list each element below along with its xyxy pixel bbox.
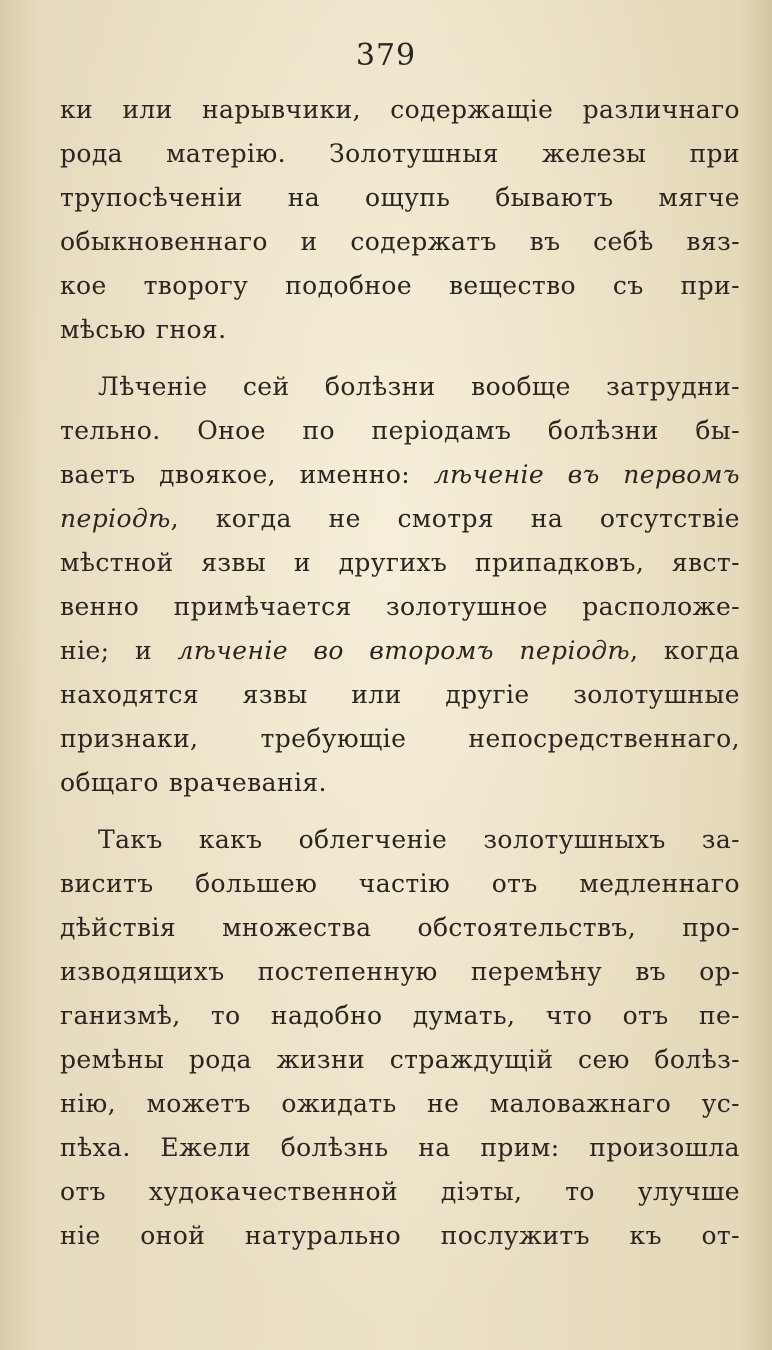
word: не: [328, 503, 361, 533]
word: второмъ: [369, 636, 494, 666]
word: худокачественной: [148, 1177, 399, 1207]
word: періодѣ,: [60, 503, 180, 533]
word: облегченіе: [298, 824, 448, 854]
text-line: [60, 957, 740, 1001]
word: мягче: [658, 183, 740, 213]
word: припадковъ,: [474, 547, 645, 577]
word: трупосѣченіи: [60, 183, 243, 213]
word: общаго: [60, 768, 159, 798]
word: и: [134, 636, 153, 666]
word: нію,: [60, 1089, 116, 1119]
word: перемѣну: [470, 956, 603, 986]
word: расположе-: [582, 592, 740, 622]
text-line: [60, 227, 740, 271]
text-line: [60, 315, 740, 359]
text-line: [60, 416, 740, 460]
word: виситъ: [60, 868, 154, 898]
word: себѣ: [593, 227, 654, 257]
word: затрудни-: [606, 371, 740, 401]
word: маловажнаго: [489, 1089, 672, 1119]
word: Такъ: [98, 824, 163, 854]
word: періодѣ,: [519, 636, 639, 666]
word: сей: [242, 371, 290, 401]
word: періодамъ: [371, 415, 512, 445]
word: тельно.: [60, 415, 161, 445]
word: къ: [629, 1221, 662, 1251]
word: въ: [567, 459, 600, 489]
text-line: [60, 183, 740, 227]
text-line: [60, 680, 740, 724]
word: то: [210, 1000, 241, 1030]
word: пѣха.: [60, 1133, 131, 1163]
word: думать,: [412, 1000, 516, 1030]
word: язвы: [242, 680, 308, 710]
text-line: [60, 1001, 740, 1045]
word: отъ: [60, 1177, 106, 1207]
word: улучше: [637, 1177, 740, 1207]
word: когда: [663, 636, 740, 666]
text-line: [60, 1045, 740, 1089]
word: венно: [60, 592, 140, 622]
word: явст-: [671, 547, 740, 577]
word: отъ: [491, 868, 538, 898]
word: требующіе: [260, 724, 407, 754]
word: Лѣченіе: [98, 371, 208, 401]
word: ніе: [60, 1221, 101, 1251]
word: сею: [578, 1044, 630, 1074]
text-line: [60, 913, 740, 957]
word: на: [418, 1133, 451, 1163]
word: вяз-: [686, 227, 740, 257]
word: при-: [680, 271, 740, 301]
word: вещество: [448, 271, 577, 301]
word: рода: [188, 1044, 252, 1074]
word: страждущій: [389, 1044, 554, 1074]
word: болѣзни: [547, 415, 659, 445]
word: ремѣны: [60, 1044, 165, 1074]
word: матерію.: [166, 139, 286, 169]
word: въ: [529, 227, 561, 257]
word: надобно: [270, 1000, 383, 1030]
text-line: [60, 139, 740, 183]
word: не: [427, 1089, 460, 1119]
word: ожидать: [281, 1089, 397, 1119]
word: и: [293, 547, 311, 577]
text-line: [60, 768, 740, 812]
word: двоякое,: [159, 459, 277, 489]
text-line: [60, 1133, 740, 1177]
word: содержащіе: [390, 95, 554, 124]
text-line: [60, 825, 740, 869]
word: другихъ: [338, 547, 448, 577]
word: медленнаго: [579, 868, 740, 898]
word: какъ: [198, 824, 263, 854]
word: обстоятельствъ,: [417, 912, 637, 942]
word: обыкновеннаго: [60, 227, 268, 257]
word: бываютъ: [495, 183, 614, 213]
word: діэты,: [440, 1177, 523, 1207]
word: золотушное: [385, 592, 548, 622]
word: отсутствіе: [599, 503, 740, 533]
word: лѣченіе: [177, 636, 288, 666]
word: большею: [195, 868, 318, 898]
word: и: [300, 227, 318, 257]
word: когда: [215, 503, 292, 533]
word: Ежели: [160, 1133, 252, 1163]
word: железы: [541, 139, 647, 169]
word: различнаго: [582, 95, 740, 124]
word: на: [530, 503, 564, 533]
text-body: [60, 95, 740, 1265]
word: съ: [612, 271, 644, 301]
text-line: [60, 460, 740, 504]
word: нарывчики,: [201, 95, 361, 124]
word: ваетъ: [60, 459, 136, 489]
word: жизни: [276, 1044, 366, 1074]
word: за-: [701, 824, 740, 854]
text-line: [60, 724, 740, 768]
word: находятся: [60, 680, 200, 710]
word: смотря: [397, 503, 495, 533]
word: во: [313, 636, 344, 666]
page-number: 379: [355, 38, 417, 73]
text-line: [60, 1177, 740, 1221]
word: или: [122, 95, 173, 124]
word: оной: [140, 1221, 206, 1251]
word: лѣченіе: [433, 459, 545, 489]
text-line: [60, 636, 740, 680]
text-line: [60, 592, 740, 636]
word: мѣсью: [60, 315, 146, 345]
text-line: [60, 95, 740, 139]
text-line: [60, 372, 740, 416]
word: творогу: [143, 271, 249, 301]
word: болѣзнь: [280, 1133, 389, 1163]
word: гноя.: [155, 315, 227, 345]
word: болѣзни: [324, 371, 436, 401]
word: послужитъ: [440, 1221, 590, 1251]
word: мѣстной: [60, 547, 174, 577]
word: по: [302, 415, 335, 445]
text-line: [60, 869, 740, 913]
word: болѣз-: [654, 1044, 740, 1074]
word: ки: [60, 95, 94, 124]
word: дѣйствія: [60, 912, 177, 942]
word: первомъ: [623, 459, 740, 489]
word: можетъ: [146, 1089, 251, 1119]
word: частію: [358, 868, 451, 898]
word: про-: [682, 912, 740, 942]
word: множества: [222, 912, 372, 942]
word: то: [565, 1177, 595, 1207]
word: Оное: [197, 415, 266, 445]
word: произошла: [589, 1133, 740, 1163]
word: въ: [635, 956, 667, 986]
text-line: [60, 548, 740, 592]
word: золотушные: [573, 680, 740, 710]
text-line: [60, 271, 740, 315]
word: язвы: [201, 547, 267, 577]
word: другіе: [445, 680, 530, 710]
word: прим:: [480, 1133, 560, 1163]
word: постепенную: [257, 956, 438, 986]
word: или: [351, 680, 402, 710]
word: подобное: [285, 271, 413, 301]
word: именно:: [299, 459, 411, 489]
word: бы-: [695, 415, 740, 445]
word: ощупь: [365, 183, 451, 213]
word: изводящихъ: [60, 956, 225, 986]
text-line: [60, 1089, 740, 1133]
word: пе-: [698, 1000, 740, 1030]
word: вообще: [471, 371, 571, 401]
word: от-: [701, 1221, 740, 1251]
word: содержатъ: [350, 227, 497, 257]
word: непосредственнаго,: [468, 724, 740, 754]
word: врачеванія.: [168, 768, 327, 798]
word: примѣчается: [173, 592, 352, 622]
word: ус-: [701, 1089, 740, 1119]
text-line: [60, 504, 740, 548]
word: Золотушныя: [329, 139, 499, 169]
word: ор-: [699, 956, 740, 986]
word: ганизмѣ,: [60, 1000, 181, 1030]
word: ніе;: [60, 636, 110, 666]
word: золотушныхъ: [483, 824, 666, 854]
word: кое: [60, 271, 107, 301]
word: рода: [60, 139, 123, 169]
word: при: [689, 139, 740, 169]
word: на: [287, 183, 321, 213]
word: что: [545, 1000, 593, 1030]
word: отъ: [622, 1000, 669, 1030]
word: признаки,: [60, 724, 199, 754]
text-line: [60, 1221, 740, 1265]
word: натурально: [244, 1221, 402, 1251]
